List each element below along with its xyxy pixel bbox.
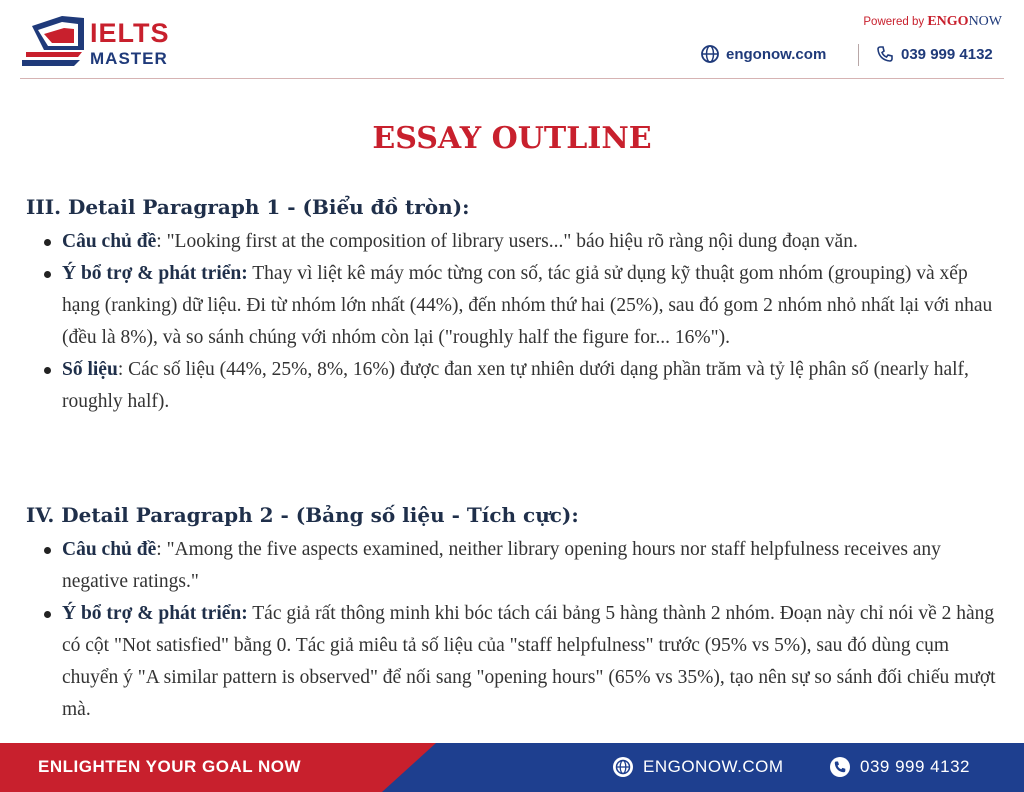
engonow-brand [927,14,1002,29]
powered-by-label: Powered by [863,16,925,28]
list-item [62,354,1006,418]
header-divider [858,44,859,66]
list-item [62,598,1006,726]
phone-icon [830,757,850,777]
list-item [62,226,1006,258]
globe-icon [701,45,719,63]
item-label: Số liệu [62,359,118,380]
header-phone[interactable] [876,45,993,63]
footer-phone[interactable] [830,757,970,777]
item-text: Tác giả rất thông minh khi bóc tách cái bảng 5 hàng thành 2 nhóm. Đoạn này chỉ nói về 2 hàng có cột "Not satisfied" bằng 0. Tác giả miêu tả số liệu của "staff helpfulness" trước (95% vs 5%), sau đó dùng cụm chuyển ý "A similar pattern is observed" để nối sang "opening hours" (65% vs 35%), tạo nên sự so sánh đối chiếu mượt mà. [62,603,996,720]
phone-icon [876,45,894,63]
footer-bar [0,743,1024,792]
globe-icon [613,757,633,777]
footer-website-text[interactable]: ENGONOW.COM [643,757,784,776]
item-label: Ý bổ trợ & phát triển: [62,603,248,624]
footer-website[interactable] [613,757,784,777]
item-label: Câu chủ đề [62,231,157,252]
section-detail-paragraph-2 [26,502,1006,726]
section-heading: III. Detail Paragraph 1 - (Biểu đồ tròn): [26,195,470,219]
section-detail-paragraph-1 [26,194,1006,418]
list-item [62,258,1006,354]
powered-by [863,14,1002,30]
header-rule [20,78,1004,79]
logo-text-ielts: IELTS [90,18,170,48]
item-text: : Các số liệu (44%, 25%, 8%, 16%) được đan xen tự nhiên dưới dạng phần trăm và tỷ lệ phân số (nearly half, roughly half). [62,359,969,412]
header-phone-text[interactable]: 039 999 4132 [901,45,993,63]
brand-part-engo: ENGO [927,14,969,29]
page-title: ESSAY OUTLINE [372,121,652,156]
bullet-list [26,226,1006,418]
item-label: Câu chủ đề [62,539,157,560]
logo-text-master: MASTER [90,49,168,68]
brand-part-now: NOW [968,14,1002,29]
bullet-list [26,534,1006,726]
item-label: Ý bổ trợ & phát triển: [62,263,248,284]
item-text: Thay vì liệt kê máy móc từng con số, tác giả sử dụng kỹ thuật gom nhóm (grouping) và xếp hạng (ranking) dữ liệu. Đi từ nhóm lớn nhất (44%), đến nhóm thứ hai (25%), sau đó gom 2 nhóm nhỏ nhất lại với nhau (đều là 8%), và so sánh chúng với nhóm còn lại ("roughly half the figure for... 16%"). [62,263,993,348]
item-text: : "Looking first at the composition of library users..." báo hiệu rõ ràng nội dung đoạn văn. [156,231,858,252]
footer-slogan: ENLIGHTEN YOUR GOAL NOW [38,757,302,776]
header-website-text[interactable]: engonow.com [726,45,827,63]
ielts-master-logo [22,16,192,70]
list-item [62,534,1006,598]
item-text: : "Among the five aspects examined, neither library opening hours nor staff helpfulness receives any negative ratings." [62,539,941,592]
section-heading: IV. Detail Paragraph 2 - (Bảng số liệu - Tích cực): [26,503,579,527]
footer-phone-text[interactable]: 039 999 4132 [860,757,970,776]
header-website[interactable] [701,45,826,63]
logo-mark-icon [22,16,88,68]
